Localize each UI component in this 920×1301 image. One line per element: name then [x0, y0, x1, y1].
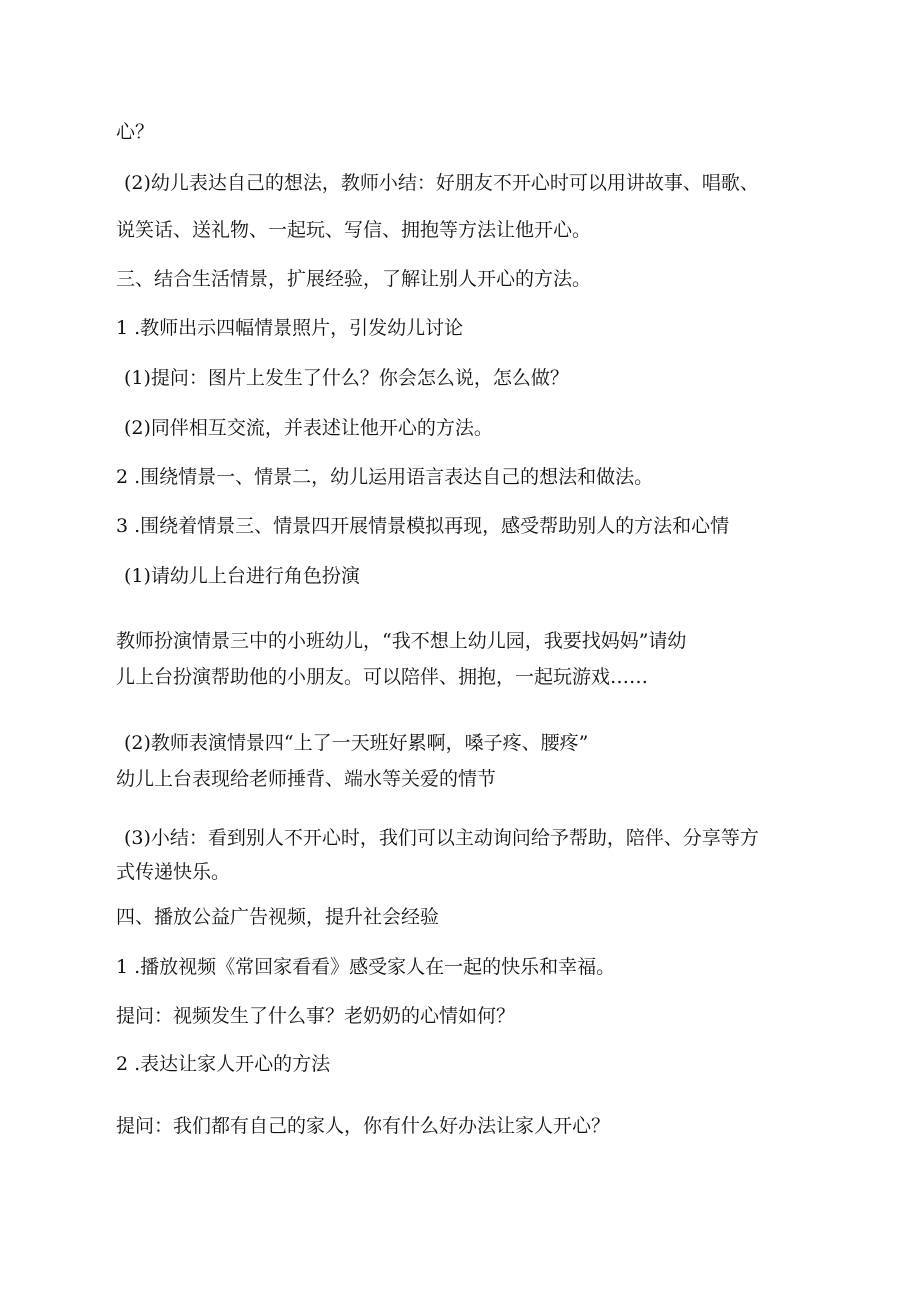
text-line: 教师扮演情景三中的小班幼儿，“我不想上幼儿园，我要找妈妈”请幼 [116, 630, 687, 652]
text-line: (2)教师表演情景四“上了一天班好累啊，嗓子疼、腰疼” [124, 732, 589, 754]
text-line: 提问：视频发生了什么事？老奶奶的心情如何？ [116, 1005, 516, 1027]
text-line: 说笑话、送礼物、一起玩、写信、拥抱等方法让他开心。 [116, 219, 592, 241]
text-line: (2)同伴相互交流，并表述让他开心的方法。 [124, 417, 493, 439]
section-heading: 三、结合生活情景，扩展经验，了解让别人开心的方法。 [116, 268, 592, 290]
text-line: 1 .教师出示四幅情景照片，引发幼儿讨论 [116, 317, 464, 339]
text-line: (1)请幼儿上台进行角色扮演 [124, 565, 360, 587]
text-line: 3 .围绕着情景三、情景四开展情景模拟再现，感受帮助别人的方法和心情 [116, 515, 730, 537]
text-line: 幼儿上台表现给老师捶背、端水等关爱的情节 [116, 768, 497, 790]
text-line: 2 .表达让家人开心的方法 [116, 1053, 331, 1075]
text-line: (3)小结：看到别人不开心时，我们可以主动询问给予帮助，陪伴、分享等方 [124, 827, 759, 849]
text-line: 式传递快乐。 [116, 861, 231, 883]
text-line: 1 .播放视频《常回家看看》感受家人在一起的快乐和幸福。 [116, 956, 616, 978]
text-line: 儿上台扮演帮助他的小朋友。可以陪伴、拥抱，一起玩游戏…… [116, 666, 649, 688]
text-line: 2 .围绕情景一、情景二，幼儿运用语言表达自己的想法和做法。 [116, 466, 654, 488]
text-line: (2)幼儿表达自己的想法，教师小结：好朋友不开心时可以用讲故事、唱歌、 [124, 172, 759, 194]
text-line: 心？ [116, 121, 155, 143]
section-heading: 四、播放公益广告视频，提升社会经验 [116, 906, 440, 928]
text-line: (1)提问：图片上发生了什么？你会怎么说，怎么做？ [124, 367, 569, 389]
text-line: 提问：我们都有自己的家人，你有什么好办法让家人开心？ [116, 1115, 611, 1137]
